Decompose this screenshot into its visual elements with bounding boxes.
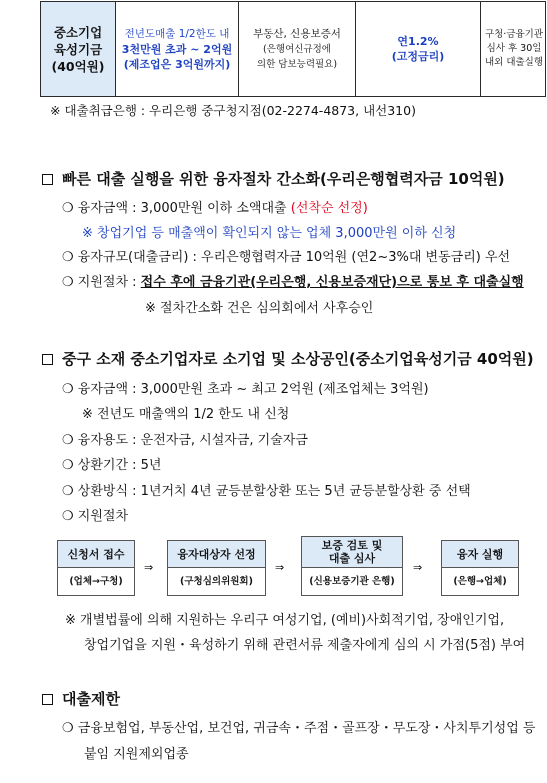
rate-line2: (고정금리)	[391, 50, 445, 63]
section2-amount-note: ※ 전년도 매출액의 1/2 한도 내 신청	[82, 407, 290, 422]
summary-table	[40, 1, 546, 97]
fund-name-line2: 육성기금	[53, 41, 103, 57]
rate-line1: 연1.2%	[397, 35, 439, 48]
flow-step-title	[302, 537, 402, 568]
flow-step-title: 융자대상자 선정	[168, 541, 265, 568]
procedure-highlight: 접수 후에 금융기관(우리은행, 신용보증재단)으로 통보 후 대출실행	[140, 275, 524, 290]
checkbox-square-icon	[42, 354, 53, 365]
section1-amount	[62, 197, 368, 216]
limit-line3: (제조업은 3억원까지)	[123, 57, 231, 71]
section3-item-line2: 붙임 지원제외업종	[84, 747, 189, 762]
flow-step-review	[301, 536, 403, 596]
flow-step-sub: (은행→업체)	[453, 576, 507, 587]
section3-heading	[42, 688, 120, 709]
section1-amount-text: ❍ 융자금액 : 3,000만원 이하 소액대출	[62, 201, 291, 216]
section2-period: ❍ 상환기간 : 5년	[62, 458, 162, 473]
section1-scale: ❍ 융자규모(대출금리) : 우리은행협력자금 10억원 (연2~3%대 변동금리) 우선	[62, 250, 511, 265]
fund-amount: (40억원)	[51, 58, 105, 74]
section3-title: 대출제한	[62, 690, 120, 708]
collateral-line1: 부동산, 신용보증서	[253, 27, 341, 40]
flow-step-title: 융자 실행	[442, 541, 518, 568]
extra-points-note-line1: ※ 개별법률에 의해 지원하는 우리구 여성기업, (예비)사회적기업, 장애인기업,	[65, 613, 505, 628]
flow-step-sub: (업체→구청)	[69, 576, 123, 587]
limit-line1: 전년도매출 1/2한도 내	[124, 27, 230, 40]
section2-heading	[42, 348, 534, 369]
flow-step-title-line1: 보증 검토 및	[321, 539, 383, 552]
flow-arrow-icon: ⇒	[275, 561, 285, 574]
section1-procedure	[62, 271, 524, 290]
section1-heading	[42, 168, 505, 189]
section2-procedure: ❍ 지원절차	[62, 509, 129, 524]
loan-limit-cell	[116, 2, 239, 96]
execution-cell	[481, 2, 547, 96]
flow-arrow-icon: ⇒	[413, 561, 423, 574]
collateral-line3: 의한 담보능력필요)	[256, 58, 338, 70]
flow-step-selection	[167, 540, 266, 596]
bank-note: ※ 대출취급은행 : 우리은행 중구청지점(02-2274-4873, 내선310)	[50, 103, 416, 118]
section2-method: ❍ 상환방식 : 1년거치 4년 균등분할상환 또는 5년 균등분할상환 중 선택	[62, 484, 471, 499]
section3-item-line1: ❍ 금융보험업, 부동산업, 보건업, 귀금속・주점・골프장・무도장・사치투기성업 등	[62, 721, 536, 736]
extra-points-note-line2: 창업기업을 지원・육성하기 위해 관련서류 제출자에게 심의 시 가점(5점) 부여	[84, 638, 526, 653]
limit-line2: 3천만원 초과 ~ 2억원	[121, 42, 233, 56]
section1-title: 빠른 대출 실행을 위한 융자절차 간소화(우리은행협력자금 10억원)	[62, 170, 505, 188]
section2-amount: ❍ 융자금액 : 3,000만원 초과 ~ 최고 2억원 (제조업체는 3억원)	[62, 382, 429, 397]
exec-line1: 구청·금융기관	[484, 29, 544, 40]
first-come-highlight: (선착순 선정)	[290, 201, 368, 216]
section2-title: 중구 소재 중소기업자로 소기업 및 소상공인(중소기업육성기금 40억원)	[62, 350, 534, 368]
checkbox-square-icon	[42, 694, 53, 705]
exec-line2: 심사 후 30일	[486, 43, 542, 54]
fund-name-cell	[41, 2, 116, 96]
flow-step-title-line2: 대출 심사	[328, 552, 376, 565]
flow-arrow-icon: ⇒	[144, 561, 154, 574]
fund-name-line1: 중소기업	[53, 24, 103, 40]
flow-step-execution	[441, 540, 519, 596]
section2-usage: ❍ 융자용도 : 운전자금, 시설자금, 기술자금	[62, 433, 308, 448]
section1-procedure-text: ❍ 지원절차 :	[62, 275, 141, 290]
flow-step-title: 신청서 접수	[58, 541, 134, 568]
exec-line3: 내외 대출실행	[484, 57, 544, 68]
interest-rate-cell	[356, 2, 481, 96]
collateral-line2: (은행여신규정에	[263, 43, 331, 55]
flow-step-application	[57, 540, 135, 596]
checkbox-square-icon	[42, 174, 53, 185]
collateral-cell	[239, 2, 356, 96]
flow-step-sub: (신용보증기관 은행)	[309, 576, 395, 587]
section1-startup-note: ※ 창업기업 등 매출액이 확인되지 않는 업체 3,000만원 이하 신청	[82, 226, 457, 241]
section1-procedure-note: ※ 절차간소화 건은 심의회에서 사후승인	[145, 301, 374, 316]
flow-step-sub: (구청심의위원회)	[180, 576, 253, 587]
